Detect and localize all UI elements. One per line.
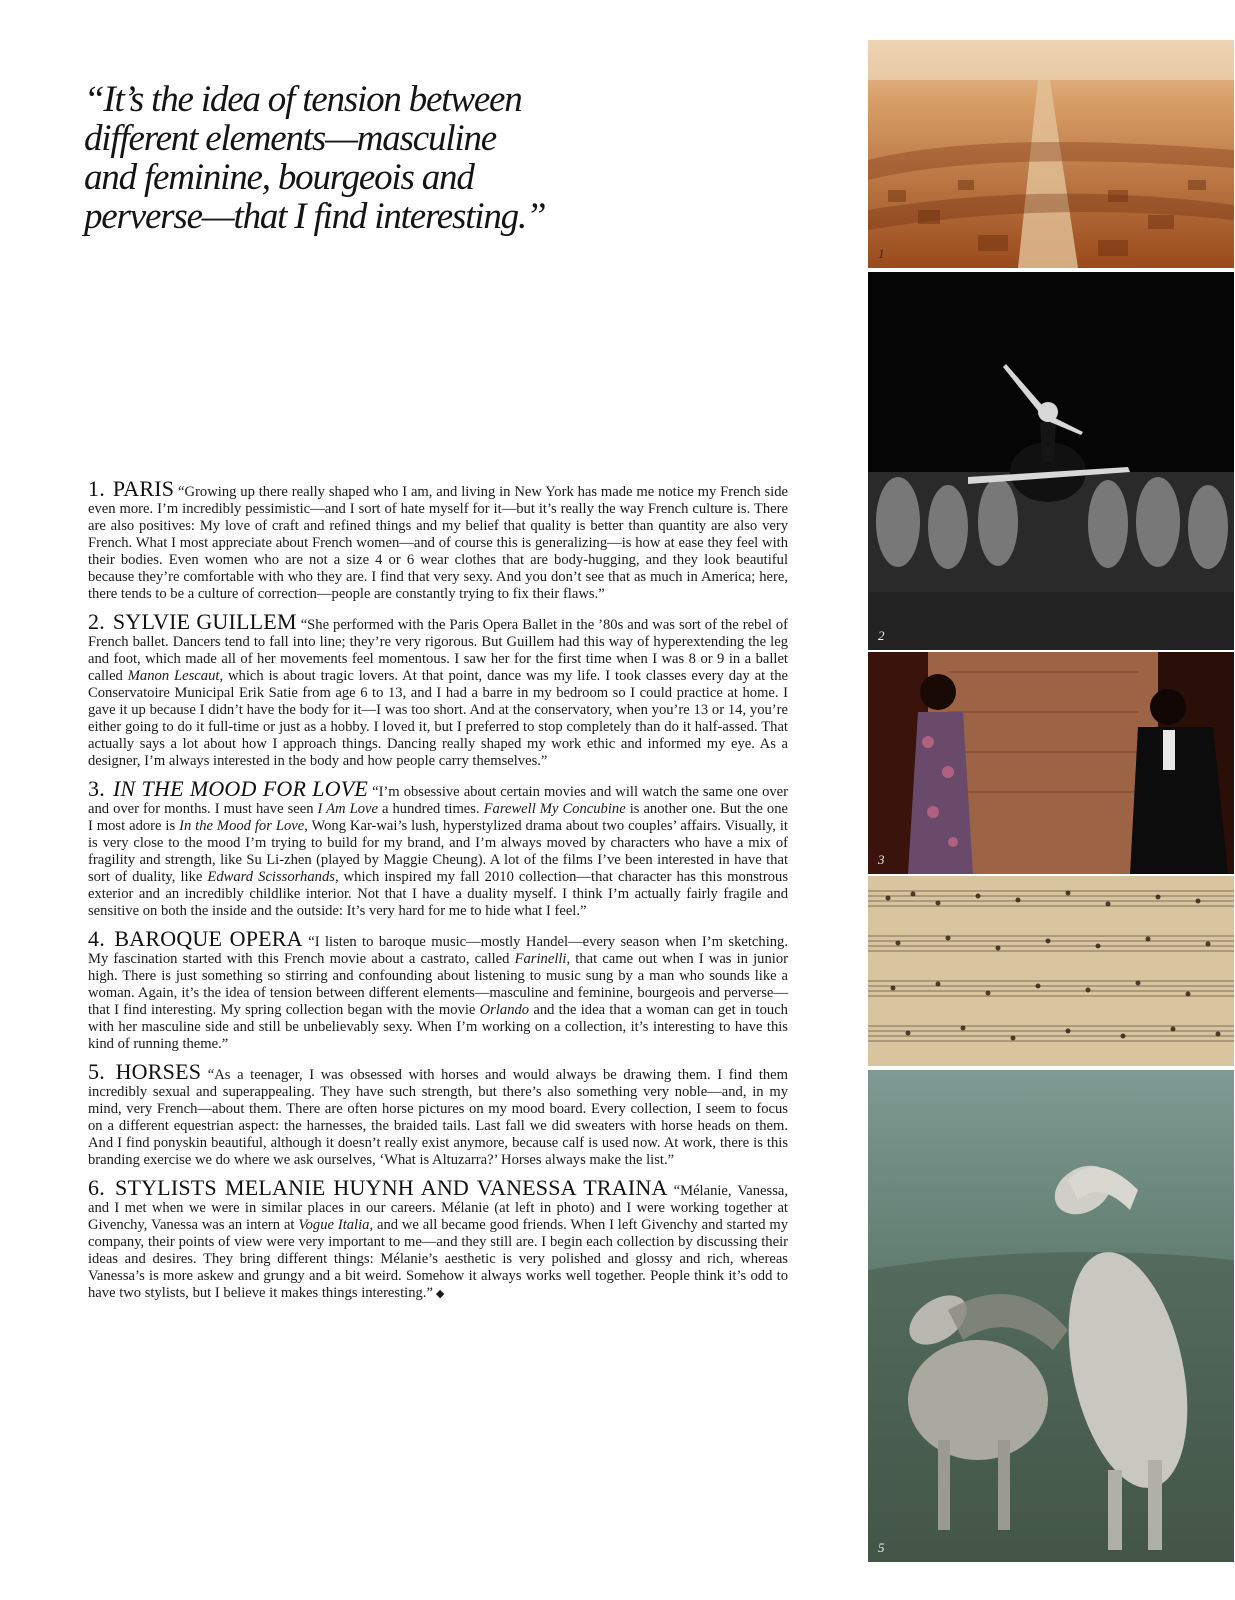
- end-mark-icon: ◆: [435, 1288, 445, 1300]
- pull-quote: “It’s the idea of tension between different elements—masculine and feminine, bourgeois and perverse—that I find interesting.”: [84, 79, 546, 237]
- item-number: 5.: [88, 1059, 105, 1084]
- item-heading: [88, 1175, 668, 1200]
- title-ref: I Am Love: [317, 801, 378, 817]
- item-number: 2.: [88, 609, 105, 634]
- item-title: PARIS: [112, 476, 175, 501]
- item-number: 6.: [88, 1175, 105, 1200]
- image-sheet-music: [868, 876, 1234, 1066]
- item-sylvie-guillem: [88, 609, 788, 770]
- item-heading: [88, 926, 303, 951]
- item-number: 1.: [88, 476, 105, 501]
- item-text: “I listen to baroque music—mostly Handel—every season when I’m sketching. My fascination started with this French movie about a castrato, called: [88, 934, 788, 967]
- item-heading: [88, 609, 297, 634]
- title-ref: In the Mood for Love: [179, 818, 305, 834]
- item-text: “Mélanie, Vanessa, and I met when we were in similar places in our careers. Mélanie (at left in photo) and I were working together at Givenchy, Vanessa was an intern at: [88, 1183, 788, 1233]
- image-mood-for-love: [868, 652, 1234, 874]
- title-ref: Farinelli: [514, 951, 567, 967]
- item-text: , which is about tragic lovers. At that point, dance was my life. I took classes every day at the Conservatoire Municipal Erik Satie from age 6 to 13, and I had a barre in my bedroom so I could practice at home. I gave it up because I didn’t have the body for it—I was too short. And at the conservatory, when you’re 13 or 14, you’re either going to do it full-time or just as a hobby. I loved it, but I preferred to stop completely than do it half-assed. That actually says a lot about how I approach things. Dancing really shaped my work ethic and informed my eye. As a designer, I’m always interested in the body and how people carry themselves.”: [88, 668, 788, 769]
- image-paris: [868, 40, 1234, 268]
- paris-illustration: [868, 40, 1234, 268]
- film-still: [868, 652, 1234, 874]
- title-ref: Edward Scissorhands: [207, 869, 335, 885]
- item-title: IN THE MOOD FOR LOVE: [113, 776, 369, 801]
- item-in-the-mood-for-love: [88, 776, 788, 920]
- item-text: “I’m obsessive about certain movies and will watch the same one over and over for months. I must have seen: [88, 784, 788, 817]
- image-caption: 2: [878, 628, 885, 643]
- image-caption: 3: [878, 852, 885, 867]
- item-text: , which inspired my fall 2010 collection—that character has this monstrous exterior and an incredibly childlike interior. Not that I have a duality myself. I think I’m actually fairly fragile and sensitive on both the inside and the outside: It’s very hard for me to hide what I feel.”: [88, 869, 788, 919]
- image-caption: 5: [878, 1540, 885, 1555]
- item-heading: [88, 776, 368, 801]
- item-text: , that came out when I was in junior high. There is just something so stirring and confounding about listening to music sung by a man who sounds like a woman. Again, it’s the idea of tension between different elements—masculine and feminine, bourgeois and perverse—that I find interesting. My spring collection began with the movie: [88, 951, 788, 1018]
- item-text: “Growing up there really shaped who I am, and living in New York has made me notice my French side even more. I’m incredibly pessimistic—and I sort of hate myself for it—but it’s really the way French culture is. There are also positives: My love of craft and refined things and my belief that quality is better than quantity are also very French. What I most appreciate about French women—and of course this is generalizing—is how at ease they feel with their bodies. Even women who are not a size 4 or 6 wear clothes that are body-hugging, and they look beautiful because they’re comfortable with who they are. I find that very sexy. And you don’t see that as much in America; here, there tends to be a culture of correction—people are constantly trying to fix their flaws.”: [88, 484, 789, 602]
- image-horses: [868, 1070, 1234, 1562]
- image-caption: 1: [878, 246, 885, 261]
- item-title: SYLVIE GUILLEM: [112, 609, 297, 634]
- item-horses: [88, 1059, 788, 1169]
- item-text: “She performed with the Paris Opera Ballet in the ’80s and was sort of the rebel of French ballet. Dancers tend to fall into line; they’re very rigorous. But Guillem had this way of hyperextending the leg and foot, which made all of her movements feel momentous. I saw her for the first time when I was 8 or 9 in a ballet called: [88, 617, 788, 684]
- horses-photo: [868, 1070, 1234, 1562]
- item-text: and the idea that a woman can get in touch with her masculine side and still be unbelievably sexy. When I’m working on a collection, it’s interesting to have this kind of running theme.”: [88, 1002, 788, 1052]
- item-stylists: [88, 1175, 788, 1303]
- item-text: , Wong Kar-wai’s lush, hyperstylized drama about two couples’ affairs. Visually, it is very close to the mood I’m trying to build for my brand, and I’m always moved by characters who have a mix of fragility and strength, like Su Li-zhen (played by Maggie Cheung). A lot of the films I’ve been interested in have that sort of duality, like: [88, 818, 788, 885]
- title-ref: Manon Lescaut: [127, 668, 220, 684]
- item-heading: [88, 1059, 201, 1084]
- item-title: STYLISTS MELANIE HUYNH AND VANESSA TRAINA: [115, 1175, 668, 1200]
- item-baroque-opera: [88, 926, 788, 1053]
- sheet-music-illustration: [868, 876, 1234, 1066]
- item-text: “As a teenager, I was obsessed with horses and would always be drawing them. I find them incredibly sexual and superappealing. They have such strength, but there’s also something very noble—and, in my mind, very French—about them. There are often horse pictures on my mood board. Every collection, I seem to focus on a different equestrian aspect: the harnesses, the braided tails. Last fall we did sweaters with horse heads on them. And I find ponyskin beautiful, although it doesn’t really exist anymore, because calf is used now. At work, there is this branding exercise we do where we ask ourselves, ‘What is Altuzarra?’ Horses always make the list.”: [88, 1067, 788, 1168]
- item-number: 3.: [88, 776, 105, 801]
- item-number: 4.: [88, 926, 105, 951]
- item-title: HORSES: [115, 1059, 202, 1084]
- title-ref: Vogue Italia: [298, 1217, 370, 1233]
- item-text: , and we all became good friends. When I left Givenchy and started my company, their points of view were very important to me—and they still are. I begin each collection by discussing their ideas and desires. They bring different things: Mélanie’s aesthetic is very polished and glossy and rich, whereas Vanessa’s is more askew and grungy and a bit weird. Somehow it always works well together. People think it’s odd to have two stylists, but I believe it makes things interesting.”: [88, 1217, 788, 1301]
- title-ref: Orlando: [479, 1002, 530, 1018]
- item-heading: [88, 476, 174, 501]
- item-title: BAROQUE OPERA: [114, 926, 303, 951]
- image-ballet: [868, 272, 1234, 650]
- item-paris: [88, 476, 789, 603]
- image-column: [868, 40, 1234, 1562]
- ballet-photo: [868, 272, 1234, 650]
- title-ref: Farewell My Concubine: [483, 801, 626, 817]
- article-body: [88, 476, 789, 1313]
- item-text: is another one. But the one I most adore is: [88, 801, 788, 834]
- item-text: a hundred times.: [377, 801, 484, 817]
